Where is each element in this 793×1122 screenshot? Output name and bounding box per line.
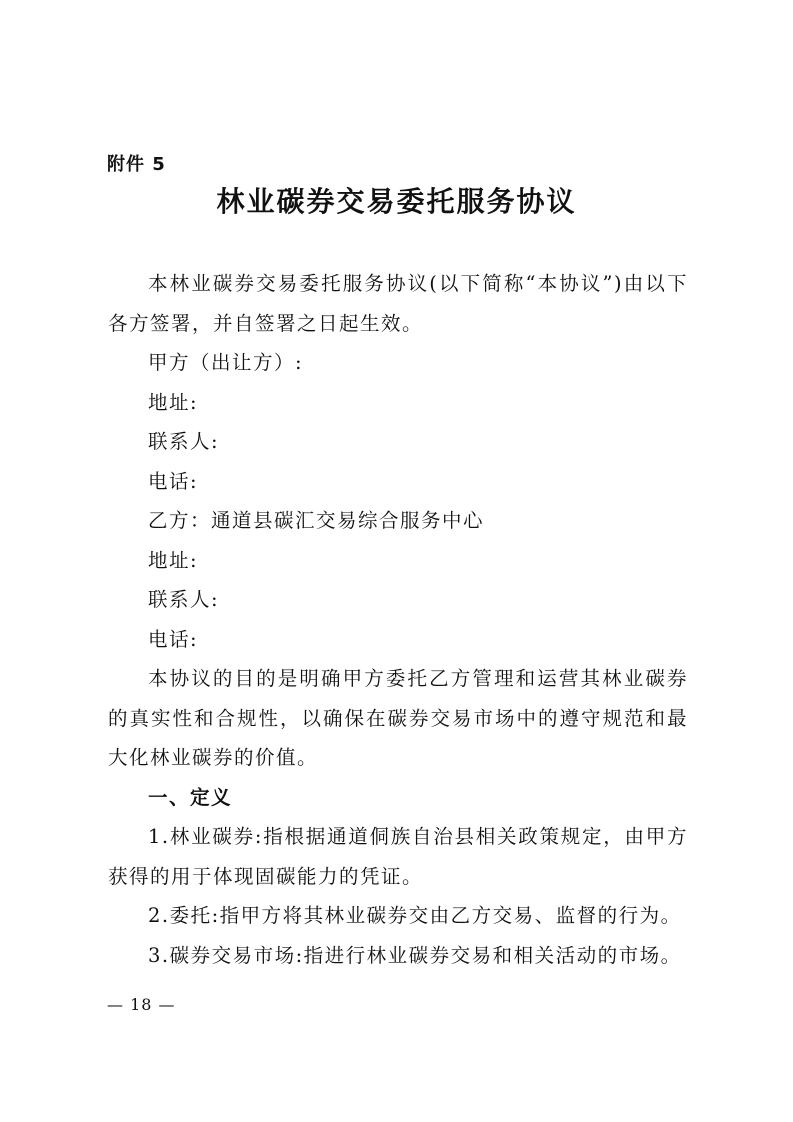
attachment-label: 附件 5 (107, 154, 166, 175)
section-heading: 一、定义 (148, 785, 233, 809)
party-a-phone: 电话: (148, 469, 199, 493)
definition-item: 3.碳券交易市场:指进行林业碳券交易和相关活动的市场。 (148, 943, 682, 967)
party-a-address: 地址: (148, 390, 199, 414)
party-b-address: 地址: (148, 548, 199, 572)
party-a-contact: 联系人: (148, 430, 220, 453)
purpose-paragraph: 本协议的目的是明确甲方委托乙方管理和运营其林业碳券的真实性和合规性，以确保在碳券交易市场中的遵守规范和最大化林业碳券的价值。 (108, 667, 688, 769)
party-b-phone: 电话: (148, 627, 199, 651)
page-number: — 18 — (107, 995, 176, 1014)
party-b-label: 乙方：通道县碳汇交易综合服务中心 (148, 509, 485, 532)
party-b-contact: 联系人: (148, 588, 220, 611)
definition-item: 2.委托:指甲方将其林业碳券交由乙方交易、监督的行为。 (148, 904, 682, 927)
document-title: 林业碳券交易委托服务协议 (216, 185, 577, 218)
definition-item: 1.林业碳券:指根据通道侗族自治县相关政策规定，由甲方获得的用于体现固碳能力的凭证。 (108, 825, 688, 888)
party-a-label: 甲方（出让方）: (148, 351, 304, 374)
document-body (108, 264, 688, 975)
intro-paragraph: 本林业碳券交易委托服务协议(以下简称“本协议”)由以下各方签署，并自签署之日起生效。 (108, 272, 688, 335)
